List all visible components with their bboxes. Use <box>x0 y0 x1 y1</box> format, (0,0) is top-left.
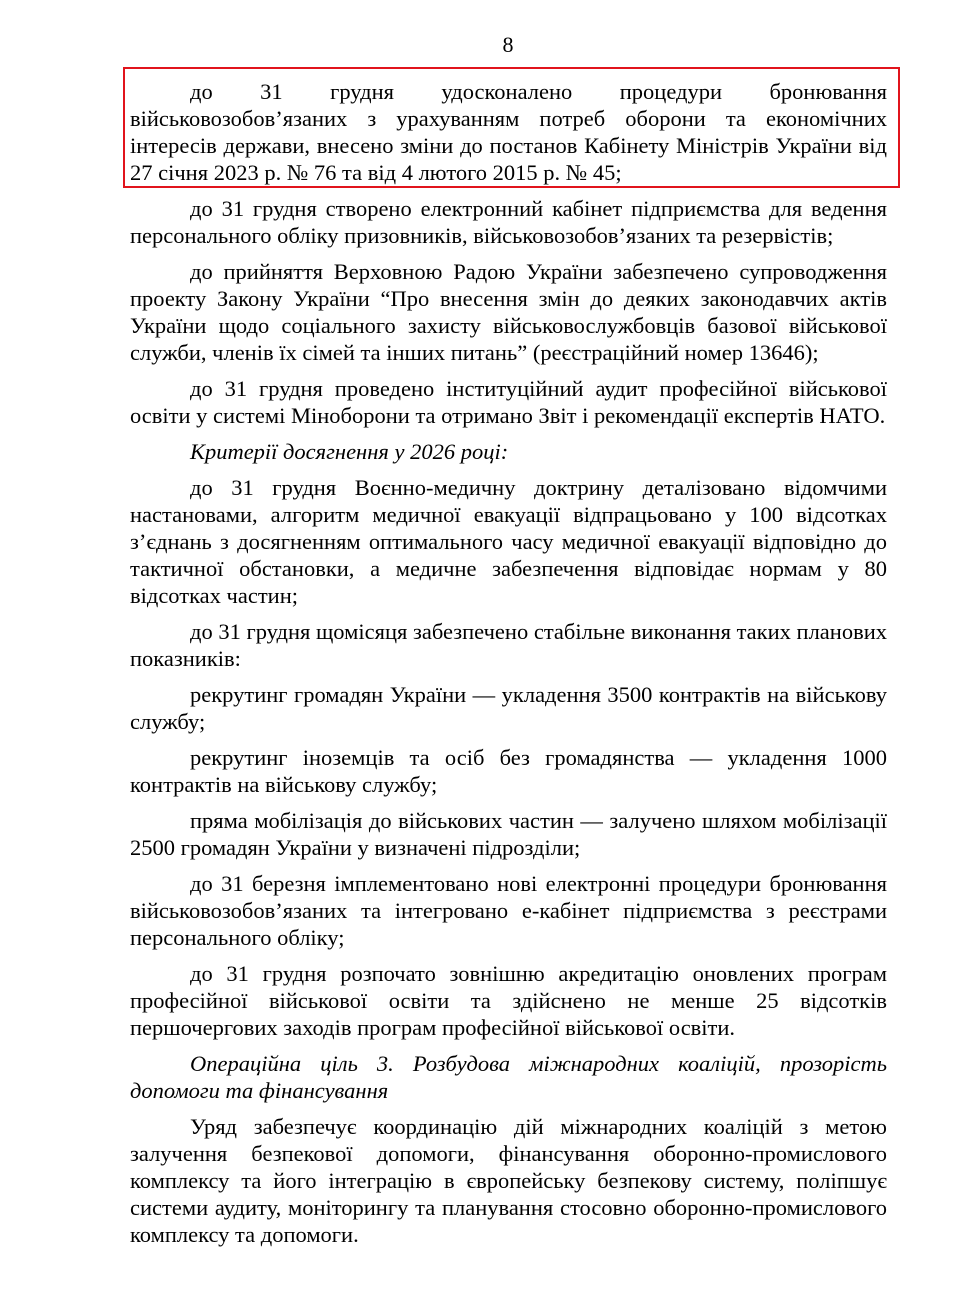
paragraph-enterprise-cabinet: до 31 грудня створено електронний кабінет підприємства для ведення персонального обліку призовників, військовозобов’язаних та резервістів; <box>130 196 887 248</box>
paragraph-recruiting-foreigners: рекрутинг іноземців та осіб без громадянства — укладення 1000 контрактів на військову службу; <box>130 745 887 797</box>
paragraph-electronic-procedures: до 31 березня імплементовано нові електронні процедури бронювання військовозобов’язаних та інтегровано е-кабінет підприємства з реєстрами персонального обліку; <box>130 871 887 950</box>
paragraph-monthly-indicators: до 31 грудня щомісяця забезпечено стабільне виконання таких планових показників: <box>130 619 887 671</box>
paragraph-draft-law-support: до прийняття Верховною Радою України забезпечено супроводження проекту Закону України “Про внесення змін до деяких законодавчих актів України щодо соціального захисту військовослужбовців базової військової служби, членів їх сімей та інших питань” (реєстраційний номер 13646); <box>130 259 887 365</box>
paragraph-medical-doctrine: до 31 грудня Воєнно-медичну доктрину деталізовано відомчими настановами, алгоритм медичної евакуації відпрацьовано у 100 відсотках з’єднань з досягненням оптимального часу медичної евакуації відповідно до тактичної обстановки, а медичне забезпечення відповідає нормам у 80 відсотках частин; <box>130 475 887 608</box>
paragraph-external-accreditation: до 31 грудня розпочато зовнішню акредитацію оновлених програм професійної військової освіти та здійснено не менше 25 відсотків першочергових заходів програм професійної військової освіти. <box>130 961 887 1040</box>
paragraph-direct-mobilization: пряма мобілізація до військових частин — залучено шляхом мобілізації 2500 громадян України у визначені підрозділи; <box>130 808 887 860</box>
paragraph-government-coordination: Уряд забезпечує координацію дій міжнародних коаліцій з метою залучення безпекової допомоги, фінансування оборонно-промислового комплексу та його інтеграцію в європейську безпекову систему, поліпшує системи аудиту, моніторингу та планування стосовно оборонно-промислового комплексу та допомоги. <box>130 1114 887 1247</box>
section-heading-criteria-2026: Критерії досягнення у 2026 році: <box>190 439 509 464</box>
section-heading-operational-goal-3: Операційна ціль 3. Розбудова міжнародних коаліцій, прозорість допомоги та фінансування <box>130 1051 887 1103</box>
page-number: 8 <box>502 32 514 57</box>
paragraph-reservation-procedures: до 31 грудня удосконалено процедури бронювання військовозобов’язаних з урахуванням потреб оборони та економічних інтересів держави, внесено зміни до постанов Кабінету Міністрів України від 27 січня 2023 р. № 76 та від 4 лютого 2015 р. № 45; <box>130 79 887 185</box>
paragraph-education-audit: до 31 грудня проведено інституційний аудит професійної військової освіти у системі Міноборони та отримано Звіт і рекомендації експертів НАТО. <box>130 376 887 428</box>
document-body <box>130 78 887 1257</box>
paragraph-recruiting-citizens: рекрутинг громадян України — укладення 3500 контрактів на військову службу; <box>130 682 887 734</box>
